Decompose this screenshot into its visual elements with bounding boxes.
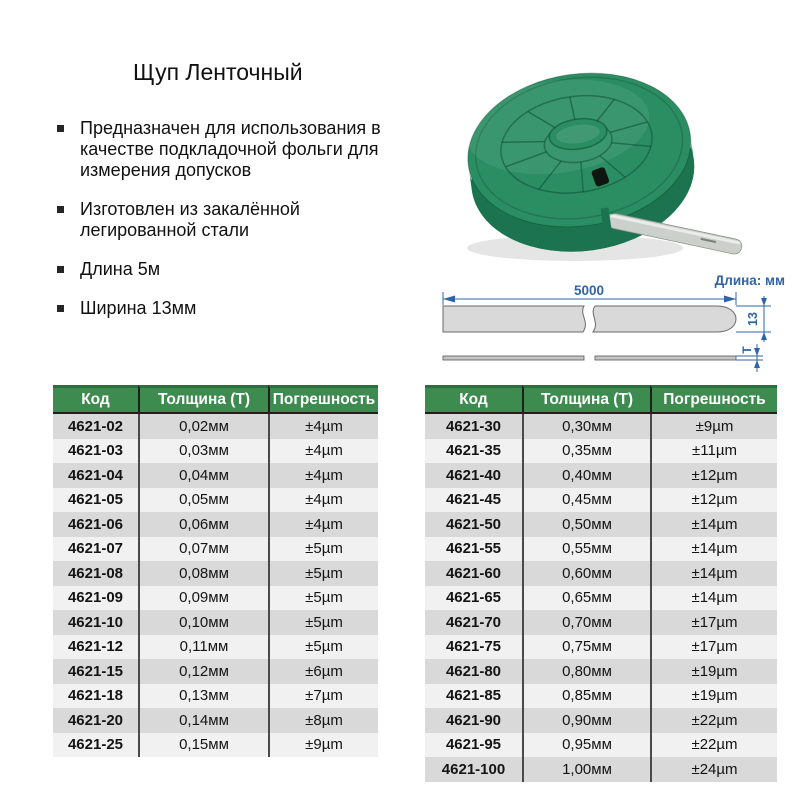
code-cell: 4621-100 <box>425 757 522 782</box>
table-row <box>425 610 777 635</box>
tolerance-cell: ±9µm <box>268 733 378 758</box>
table-row <box>425 488 777 513</box>
tolerance-cell: ±4µm <box>268 414 378 439</box>
code-cell: 4621-07 <box>53 537 138 562</box>
thickness-cell: 0,06мм <box>138 512 268 537</box>
table-row <box>425 463 777 488</box>
thickness-cell: 0,11мм <box>138 635 268 660</box>
table-row <box>53 439 378 464</box>
thickness-cell: 0,09мм <box>138 586 268 611</box>
feature-text: Предназначен для использования в качестве подкладочной фольги для измерения допусков <box>80 118 381 181</box>
code-cell: 4621-40 <box>425 463 522 488</box>
table-row <box>425 708 777 733</box>
code-cell: 4621-10 <box>53 610 138 635</box>
code-cell: 4621-04 <box>53 463 138 488</box>
thickness-cell: 0,03мм <box>138 439 268 464</box>
code-cell: 4621-65 <box>425 586 522 611</box>
tolerance-cell: ±4µm <box>268 463 378 488</box>
thickness-cell: 0,90мм <box>522 708 650 733</box>
code-cell: 4621-08 <box>53 561 138 586</box>
thickness-table-1 <box>53 385 378 757</box>
tolerance-cell: ±8µm <box>268 708 378 733</box>
thickness-cell: 0,95мм <box>522 733 650 758</box>
table-row <box>53 512 378 537</box>
code-cell: 4621-20 <box>53 708 138 733</box>
tolerance-cell: ±17µm <box>650 610 777 635</box>
tolerance-cell: ±22µm <box>650 733 777 758</box>
thickness-cell: 0,02мм <box>138 414 268 439</box>
code-cell: 4621-95 <box>425 733 522 758</box>
table-row <box>425 586 777 611</box>
thickness-cell: 0,07мм <box>138 537 268 562</box>
feature-text: Ширина 13мм <box>80 298 197 319</box>
tolerance-cell: ±14µm <box>650 561 777 586</box>
code-cell: 4621-45 <box>425 488 522 513</box>
table-row <box>53 635 378 660</box>
code-cell: 4621-09 <box>53 586 138 611</box>
column-header: Погрешность <box>650 385 777 414</box>
table-row <box>53 488 378 513</box>
table-row <box>425 659 777 684</box>
band-top-view <box>443 306 585 332</box>
thickness-cell: 0,80мм <box>522 659 650 684</box>
code-cell: 4621-70 <box>425 610 522 635</box>
product-photo <box>450 50 765 268</box>
tolerance-cell: ±24µm <box>650 757 777 782</box>
feature-item <box>57 259 397 280</box>
code-cell: 4621-18 <box>53 684 138 709</box>
tolerance-cell: ±14µm <box>650 537 777 562</box>
thickness-cell: 0,13мм <box>138 684 268 709</box>
table-row <box>53 586 378 611</box>
column-header: Толщина (Т) <box>138 385 268 414</box>
tolerance-cell: ±12µm <box>650 488 777 513</box>
bullet-square-icon <box>57 125 64 132</box>
table-row <box>425 757 777 782</box>
table-row <box>53 659 378 684</box>
thickness-cell: 0,05мм <box>138 488 268 513</box>
table-row <box>425 733 777 758</box>
code-cell: 4621-12 <box>53 635 138 660</box>
thickness-cell: 0,40мм <box>522 463 650 488</box>
thickness-cell: 0,35мм <box>522 439 650 464</box>
width-dimension-value: 13 <box>746 312 760 326</box>
page-title: Щуп Ленточный <box>133 59 303 86</box>
table-row <box>53 610 378 635</box>
code-cell: 4621-85 <box>425 684 522 709</box>
tolerance-cell: ±9µm <box>650 414 777 439</box>
band-side-view <box>595 356 736 360</box>
column-header: Толщина (Т) <box>522 385 650 414</box>
tolerance-cell: ±14µm <box>650 586 777 611</box>
tolerance-cell: ±12µm <box>650 463 777 488</box>
code-cell: 4621-75 <box>425 635 522 660</box>
tolerance-cell: ±7µm <box>268 684 378 709</box>
code-cell: 4621-90 <box>425 708 522 733</box>
table-row <box>425 537 777 562</box>
bullet-square-icon <box>57 206 64 213</box>
thickness-cell: 0,04мм <box>138 463 268 488</box>
table-row <box>53 733 378 758</box>
thickness-cell: 0,75мм <box>522 635 650 660</box>
table-row <box>53 561 378 586</box>
thickness-cell: 0,12мм <box>138 659 268 684</box>
column-header: Код <box>53 385 138 414</box>
code-cell: 4621-15 <box>53 659 138 684</box>
band-side-view <box>443 356 584 360</box>
feature-item <box>57 199 397 241</box>
tolerance-cell: ±4µm <box>268 439 378 464</box>
tolerance-cell: ±22µm <box>650 708 777 733</box>
bullet-square-icon <box>57 305 64 312</box>
thickness-cell: 0,65мм <box>522 586 650 611</box>
tolerance-cell: ±14µm <box>650 512 777 537</box>
code-cell: 4621-55 <box>425 537 522 562</box>
tolerance-cell: ±5µm <box>268 610 378 635</box>
tolerance-cell: ±5µm <box>268 586 378 611</box>
code-cell: 4621-30 <box>425 414 522 439</box>
tolerance-cell: ±4µm <box>268 488 378 513</box>
feature-item <box>57 298 397 319</box>
table-row <box>53 414 378 439</box>
bullet-square-icon <box>57 266 64 273</box>
thickness-cell: 0,10мм <box>138 610 268 635</box>
thickness-cell: 0,08мм <box>138 561 268 586</box>
band-top-view <box>593 306 736 332</box>
thickness-cell: 0,15мм <box>138 733 268 758</box>
feature-list <box>57 118 397 337</box>
tolerance-cell: ±11µm <box>650 439 777 464</box>
table-row <box>425 512 777 537</box>
code-cell: 4621-35 <box>425 439 522 464</box>
feature-item <box>57 118 397 181</box>
length-dimension-value: 5000 <box>573 283 605 298</box>
feature-text: Длина 5м <box>80 259 161 280</box>
thickness-cell: 0,85мм <box>522 684 650 709</box>
green-tape-dispenser-with-steel-band-icon <box>450 50 765 268</box>
code-cell: 4621-80 <box>425 659 522 684</box>
table-row <box>425 439 777 464</box>
tolerance-cell: ±17µm <box>650 635 777 660</box>
thickness-cell: 0,55мм <box>522 537 650 562</box>
tolerance-cell: ±19µm <box>650 659 777 684</box>
code-cell: 4621-60 <box>425 561 522 586</box>
tolerance-cell: ±4µm <box>268 512 378 537</box>
thickness-cell: 0,50мм <box>522 512 650 537</box>
table-row <box>53 708 378 733</box>
tolerance-cell: ±6µm <box>268 659 378 684</box>
tolerance-cell: ±5µm <box>268 635 378 660</box>
thickness-cell: 0,14мм <box>138 708 268 733</box>
code-cell: 4621-03 <box>53 439 138 464</box>
code-cell: 4621-05 <box>53 488 138 513</box>
table-row <box>425 635 777 660</box>
table-row <box>425 414 777 439</box>
thickness-cell: 1,00мм <box>522 757 650 782</box>
feature-text: Изготовлен из закалённой легированной стали <box>80 199 300 241</box>
code-cell: 4621-06 <box>53 512 138 537</box>
thickness-dimension-label: Т <box>740 346 754 354</box>
column-header: Код <box>425 385 522 414</box>
code-cell: 4621-02 <box>53 414 138 439</box>
thickness-table-2 <box>425 385 777 782</box>
table-row <box>53 684 378 709</box>
code-cell: 4621-50 <box>425 512 522 537</box>
table-row <box>425 684 777 709</box>
thickness-cell: 0,45мм <box>522 488 650 513</box>
tolerance-cell: ±19µm <box>650 684 777 709</box>
tolerance-cell: ±5µm <box>268 561 378 586</box>
tolerance-cell: ±5µm <box>268 537 378 562</box>
thickness-cell: 0,30мм <box>522 414 650 439</box>
table-row <box>425 561 777 586</box>
column-header: Погрешность <box>268 385 378 414</box>
table-row <box>53 463 378 488</box>
code-cell: 4621-25 <box>53 733 138 758</box>
dimension-diagram <box>433 270 798 376</box>
table-row <box>53 537 378 562</box>
thickness-cell: 0,70мм <box>522 610 650 635</box>
diagram-units-label: Длина: мм <box>714 273 785 288</box>
thickness-cell: 0,60мм <box>522 561 650 586</box>
